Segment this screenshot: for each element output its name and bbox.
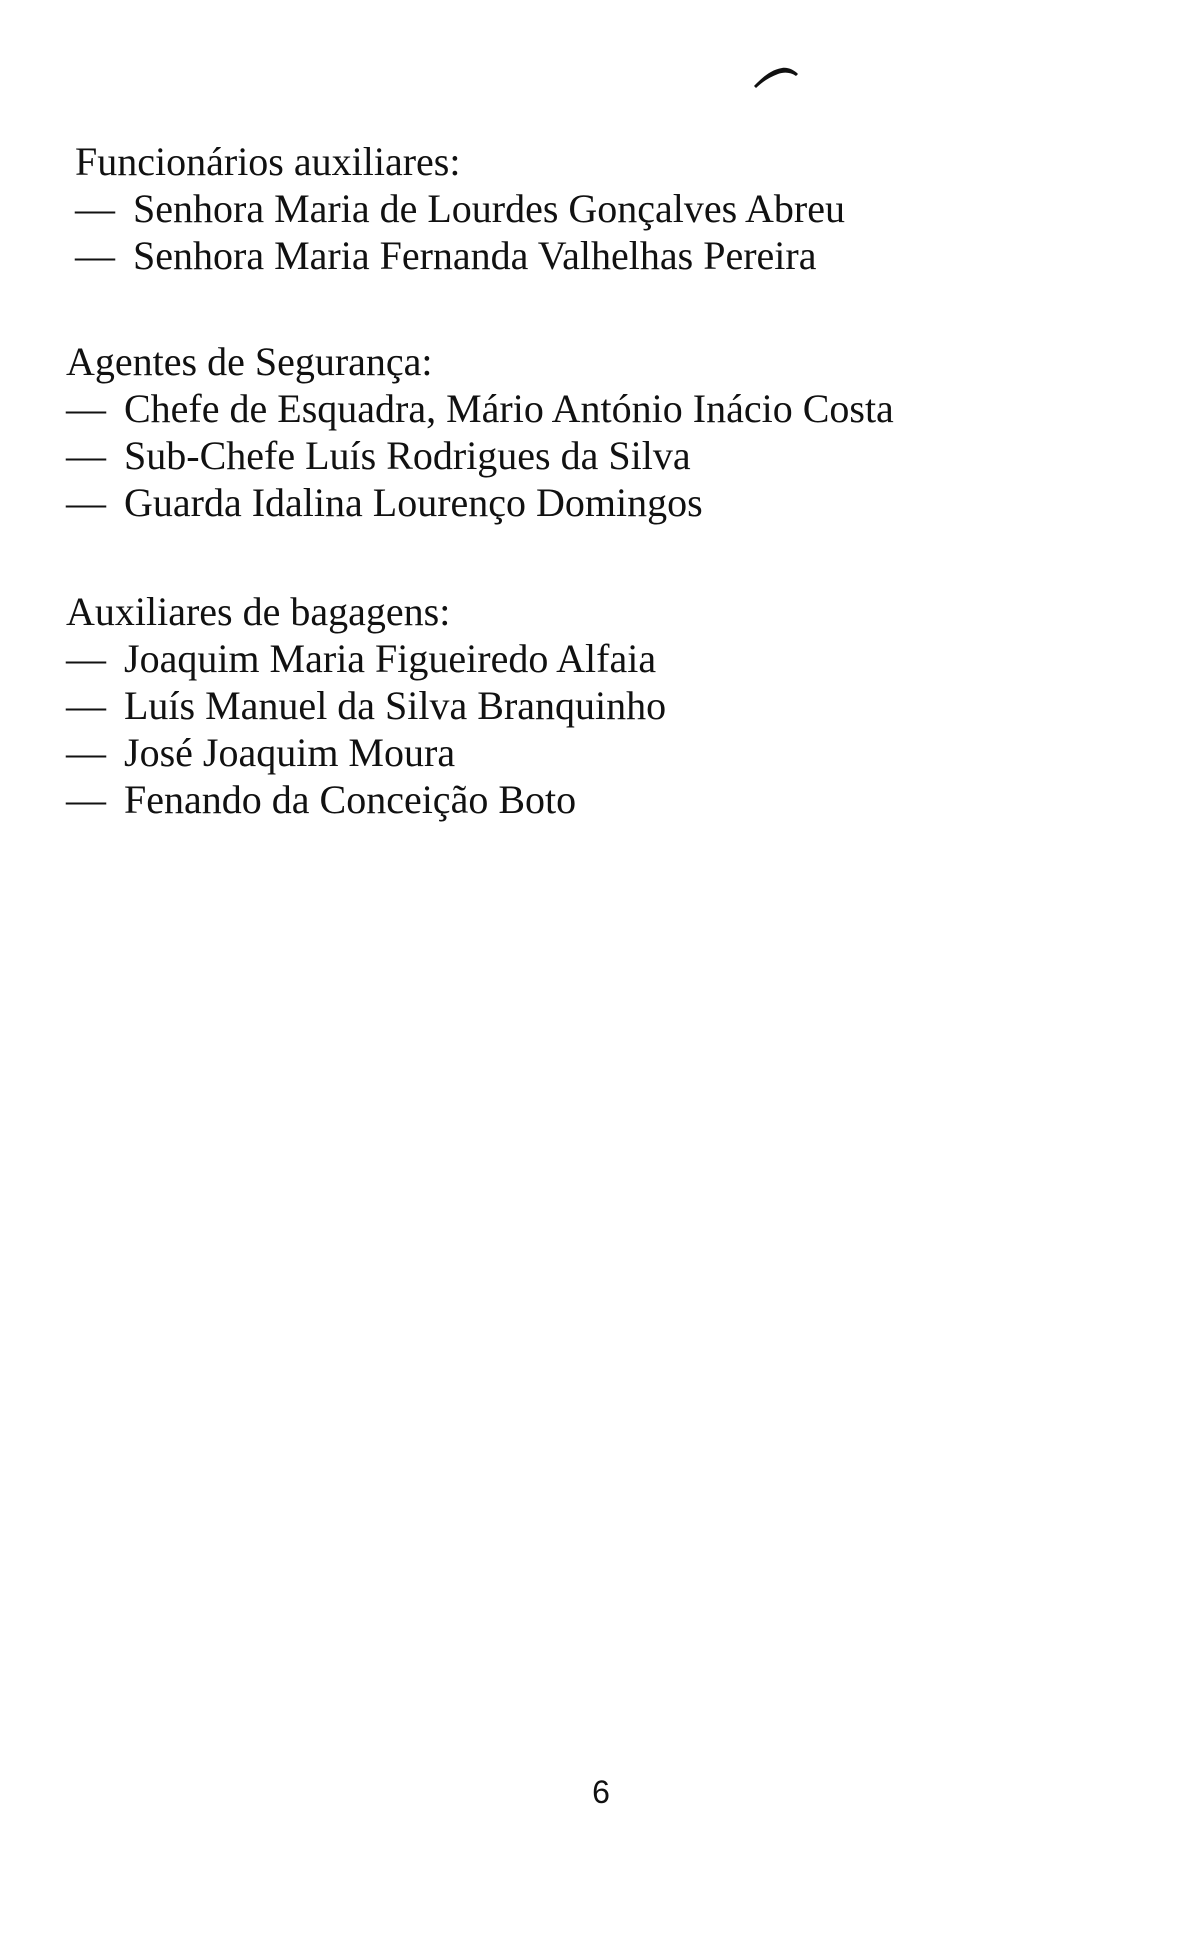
page-number: 6: [592, 1774, 610, 1810]
entry-text: Senhora Maria Fernanda Valhelhas Pereira: [133, 233, 817, 278]
list-item: [66, 432, 1184, 479]
section-title: Auxiliares de bagagens:: [66, 589, 451, 634]
entry-text: Senhora Maria de Lourdes Gonçalves Abreu: [133, 186, 845, 231]
entry-text: Sub-Chefe Luís Rodrigues da Silva: [124, 433, 691, 478]
entry-text: Chefe de Esquadra, Mário António Inácio Costa: [124, 386, 894, 431]
dash: —: [75, 186, 115, 231]
dash: —: [66, 386, 106, 431]
entry-text: Fenando da Conceição Boto: [124, 777, 577, 822]
dash: —: [66, 777, 106, 822]
dash: —: [66, 433, 106, 478]
section-agentes-de-seguranca: [0, 338, 1184, 526]
list-item: [75, 185, 1184, 232]
list-item: [66, 479, 1184, 526]
entry-text: Guarda Idalina Lourenço Domingos: [124, 480, 703, 525]
entry-text: Luís Manuel da Silva Branquinho: [124, 683, 667, 728]
list-item: [66, 682, 1184, 729]
section-auxiliares-de-bagagens: [0, 588, 1184, 823]
entry-text: José Joaquim Moura: [124, 730, 456, 775]
dash: —: [66, 480, 106, 525]
dash: —: [66, 683, 106, 728]
list-item: [66, 729, 1184, 776]
list-item: [66, 635, 1184, 682]
section-funcionarios-auxiliares: [0, 138, 1184, 279]
dash: —: [66, 730, 106, 775]
section-title: Funcionários auxiliares:: [75, 139, 461, 184]
list-item: [66, 776, 1184, 823]
list-item: [75, 232, 1184, 279]
entry-text: Joaquim Maria Figueiredo Alfaia: [124, 636, 657, 681]
dash: —: [66, 636, 106, 681]
dash: —: [75, 233, 115, 278]
pen-stroke-mark: [752, 64, 800, 90]
section-title: Agentes de Segurança:: [66, 339, 433, 384]
list-item: [66, 385, 1184, 432]
